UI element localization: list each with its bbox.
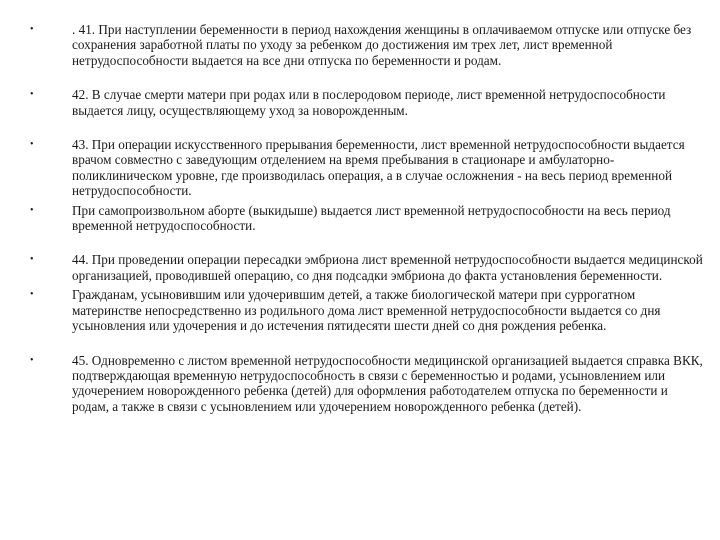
- paragraph-text: 42. В случае смерти матери при родах или в послеродовом периоде, лист временной нетрудоспособности выдается лицу, осуществляющему уход за новорожденным.: [72, 87, 666, 118]
- bullet-icon: •: [30, 289, 34, 301]
- list-item-42: [30, 87, 706, 118]
- paragraph-text: 44. При проведении операции пересадки эмбриона лист временной нетрудоспособности выдается медицинской организацией, проводившей операцию, со дня подсадки эмбриона до факта установления беременности.: [72, 252, 703, 283]
- bullet-icon: •: [30, 254, 34, 266]
- paragraph-text: 45. Одновременно с листом временной нетрудоспособности медицинской организацией выдается справка ВКК, подтверждающая временную нетрудоспособность в связи с беременностью и родами, усыновлением или удочерением новорожденного ребенка (детей) для оформления работодателем отпуска по беременности и родам, а также в связи с усыновлением или удочерением новорожденного ребенка (детей).: [72, 352, 703, 414]
- bullet-icon: •: [30, 354, 34, 366]
- paragraph-text: . 41. При наступлении беременности в период нахождения женщины в оплачиваемом отпуске или отпуске без сохранения заработной платы по уходу за ребенком до достижения им трех лет, лист временной нетрудоспособности выдается на все дни отпуска по беременности и родам.: [72, 22, 692, 68]
- list-item-43-abortion: [30, 203, 706, 234]
- list-item-41: [30, 22, 706, 68]
- list-item-44-adoption: [30, 287, 706, 333]
- list-item-43: [30, 137, 706, 199]
- paragraph-text: 43. При операции искусственного прерывания беременности, лист временной нетрудоспособности выдается врачом совместно с заведующим отделением на время пребывания в стационаре и амбулаторно-поликлиническом уровне, где производилась операция, а в случае осложнения - на весь период временной нетрудоспособности.: [72, 137, 685, 199]
- list-item-45: [30, 353, 706, 415]
- bullet-icon: •: [30, 204, 34, 216]
- paragraph-text: Гражданам, усыновившим или удочерившим детей, а также биологической матери при суррогатном материнстве непосредственно из родильного дома лист временной нетрудоспособности выдается со дня усыновления или удочерения и до истечения пятидесяти шести дней со дня рождения ребенка.: [72, 287, 661, 334]
- paragraph-text: При самопроизвольном аборте (выкидыше) выдается лист временной нетрудоспособности на весь период временной нетрудоспособности.: [72, 202, 671, 234]
- bullet-icon: •: [30, 89, 34, 101]
- bullet-icon: •: [30, 139, 34, 151]
- list-item-44: [30, 252, 706, 283]
- paragraph-list: [30, 22, 706, 414]
- bullet-icon: •: [30, 24, 34, 35]
